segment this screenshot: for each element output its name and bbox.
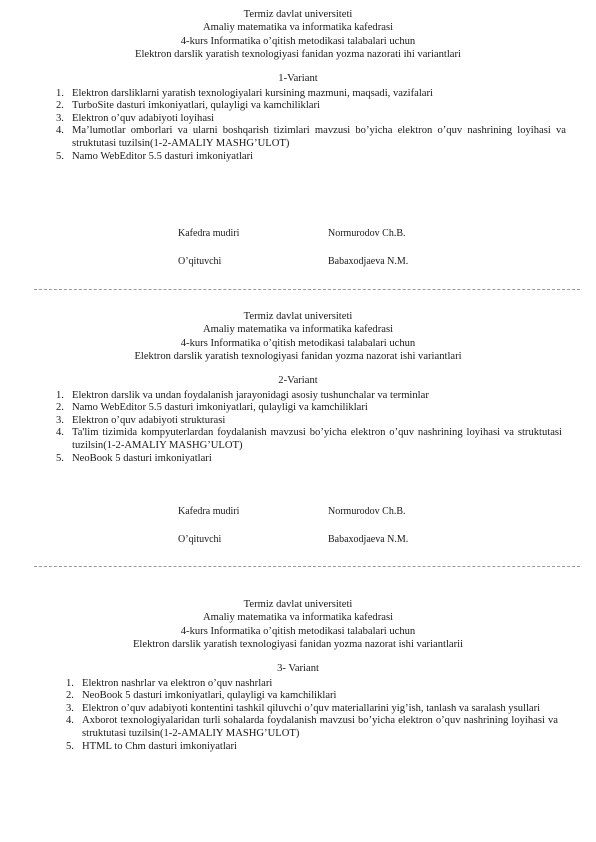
question-item [56, 414, 562, 428]
variant-1-question-list [56, 87, 566, 164]
question-number: 1. [56, 389, 64, 401]
question-item [66, 715, 558, 740]
course-line: 4-kurs Informatika o’qitish metodikasi talabalari uchun [180, 625, 416, 637]
question-item [66, 690, 558, 703]
department-name: Amaliy matematika va informatika kafedrasi [202, 22, 394, 34]
variant-2-header [0, 310, 596, 364]
variant-1-header [0, 8, 596, 62]
head-of-department-label: Kafedra mudiri [178, 506, 240, 517]
university-name: Termiz davlat universiteti [243, 599, 353, 610]
variant-2-question-list [56, 389, 562, 466]
question-number: 4. [56, 125, 64, 137]
variant-2-section [0, 310, 596, 465]
question-text: Elektron o’quv adabiyoti strukturasi [72, 414, 226, 426]
teacher-label: O’qituvchi [178, 534, 222, 545]
department-name: Amaliy matematika va informatika kafedrasi [202, 324, 394, 336]
question-text: Elektron darsliklarni yaratish texnologiyalari kursining mazmuni, maqsadi, vazifalari [72, 87, 433, 99]
question-item [56, 125, 566, 150]
variant-3-section [0, 598, 596, 753]
section-divider [34, 566, 580, 567]
course-line: 4-kurs Informatika o’qitish metodikasi talabalari uchun [180, 337, 416, 349]
question-number: 5. [56, 150, 64, 162]
question-text: Ta'lim tizimida kompyuterlardan foydalanish mavzusi bo’yicha elektron o’quv nashrining loyihasi va struktutasi tuzilsin(1-2-AMALIY MASHG’ULOT) [72, 427, 562, 451]
head-of-department-label: Kafedra mudiri [178, 228, 240, 239]
teacher-name: Babaxodjaeva N.M. [328, 256, 409, 267]
question-number: 4. [56, 427, 64, 439]
question-number: 2. [56, 100, 64, 112]
question-number: 5. [56, 452, 64, 464]
exam-title: Elektron darslik yaratish texnologiyasi fanidan yozma nazorat ishi variantlari [134, 351, 462, 363]
question-item [66, 677, 558, 691]
question-number: 3. [56, 112, 64, 124]
question-text: Elektron darslik va undan foydalanish jarayonidagi asosiy tushunchalar va terminlar [72, 389, 429, 401]
department-name: Amaliy matematika va informatika kafedrasi [202, 612, 394, 624]
section-divider [34, 289, 580, 290]
question-number: 2. [66, 690, 74, 702]
question-text: Elektron o’quv adabiyoti loyihasi [72, 112, 215, 124]
variant-3-title: 3- Variant [277, 662, 319, 674]
question-text: HTML to Chm dasturi imkoniyatlari [82, 740, 237, 752]
question-text: Ma’lumotlar omborlari va ularni boshqarish tizimlari mavzusi bo’yicha elektron o’quv nashrining loyihasi va struktutasi tuzilsin(1-2-AMALIY MASHG’ULOT) [72, 125, 566, 149]
question-item [66, 740, 558, 754]
question-number: 5. [66, 740, 74, 752]
question-text: Elektron nashrlar va elektron o’quv nashrlari [82, 677, 273, 689]
question-number: 1. [56, 87, 64, 99]
question-text: Axborot texnologiyalaridan turli sohalarda foydalanish mavzusi bo’yicha elektron o’quv nashrining loyihasi va struktutasi tuzilsin(1-2-AMALIY MASHG’ULOT) [82, 715, 558, 739]
question-text: Namo WebEditor 5.5 dasturi imkoniyatlari, qulayligi va kamchiliklari [72, 402, 368, 414]
teacher-label: O’qituvchi [178, 256, 222, 267]
question-item [56, 452, 562, 466]
variant-3-header [0, 598, 596, 652]
variant-2-title: 2-Variant [278, 374, 318, 386]
teacher-name: Babaxodjaeva N.M. [328, 534, 409, 545]
exam-title: Elektron darslik yaratish texnologiyasi fanidan yozma nazorat ishi variantlarii [132, 639, 464, 651]
question-text: Namo WebEditor 5.5 dasturi imkoniyatlari [72, 150, 254, 162]
question-number: 1. [66, 677, 74, 689]
question-item [56, 87, 566, 101]
question-item [56, 100, 566, 113]
question-item [56, 389, 562, 403]
question-number: 2. [56, 402, 64, 414]
head-of-department-name: Normurodov Ch.B. [328, 228, 406, 239]
question-number: 4. [66, 715, 74, 727]
university-name: Termiz davlat universiteti [243, 9, 353, 20]
variant-1-section [0, 8, 596, 163]
question-text: Elektron o’quv adabiyoti kontentini tashkil qiluvchi o’quv materiallarini yig’ish, tanlash va saralash ysullari [82, 702, 541, 714]
question-item [56, 402, 562, 415]
variant-3-question-list [66, 677, 558, 754]
exam-title: Elektron darslik yaratish texnologiyasi fanidan yozma nazorati ihi variantlari [135, 49, 461, 61]
question-number: 3. [66, 702, 74, 714]
question-number: 3. [56, 414, 64, 426]
question-text: NeoBook 5 dasturi imkoniyatlari [72, 452, 212, 464]
question-item [66, 702, 558, 716]
question-item [56, 112, 566, 126]
question-item [56, 427, 562, 452]
university-name: Termiz davlat universiteti [243, 311, 353, 322]
question-text: TurboSite dasturi imkoniyatlari, qulayligi va kamchiliklari [72, 100, 320, 112]
course-line: 4-kurs Informatika o’qitish metodikasi talabalari uchun [180, 35, 416, 47]
head-of-department-name: Normurodov Ch.B. [328, 506, 406, 517]
question-item [56, 150, 566, 164]
variant-1-title: 1-Variant [278, 72, 318, 84]
question-text: NeoBook 5 dasturi imkoniyatlari, qulayligi va kamchiliklari [82, 690, 337, 702]
